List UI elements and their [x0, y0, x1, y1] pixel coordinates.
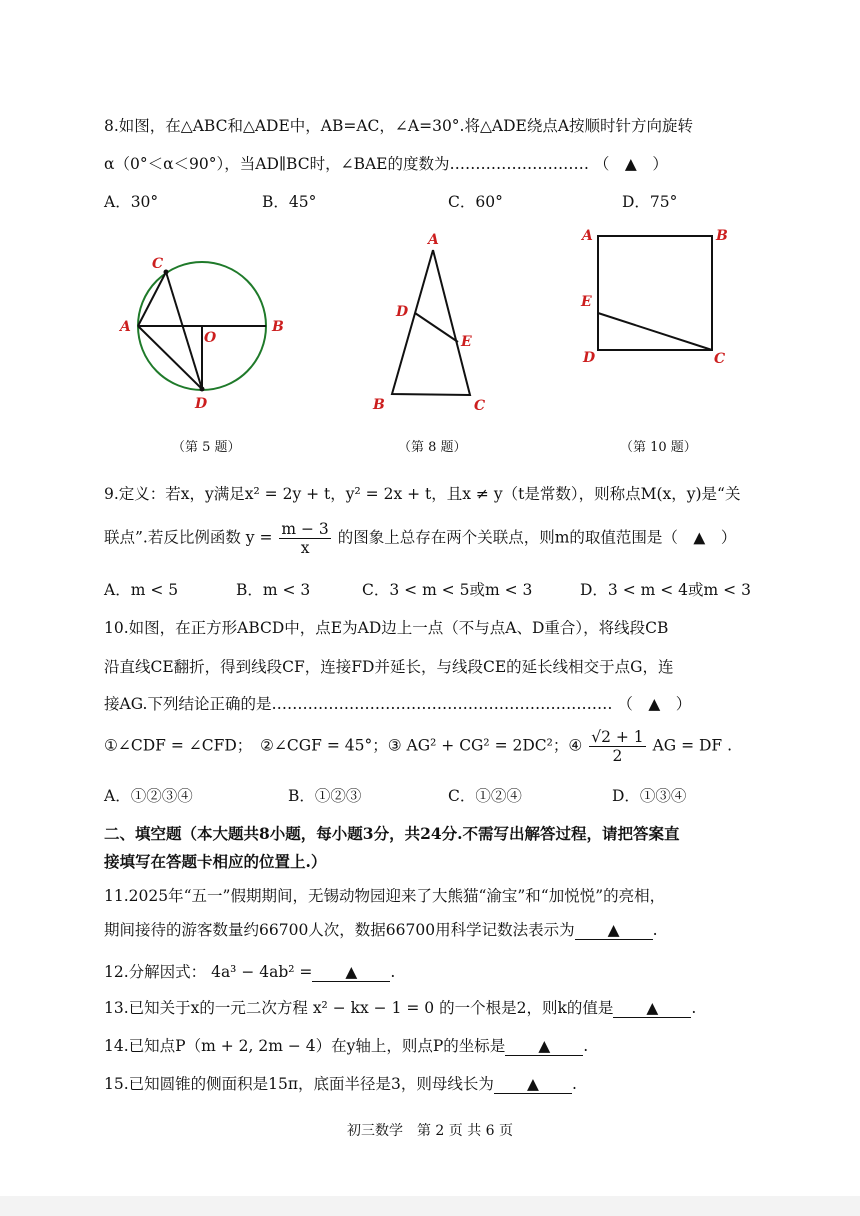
triangle-abc [392, 250, 470, 395]
q10-line2: 沿直线CE翻折，得到线段CF，连接FD并延长，与线段CE的延长线相交于点G，连 [104, 658, 674, 676]
fig10-label-a: A [582, 228, 593, 244]
q10-fraction-denominator: 2 [612, 747, 623, 765]
q11-text: 期间接待的游客数量约66700人次，数据66700用科学记数法表示为 [104, 921, 575, 939]
q13-line [104, 996, 696, 1018]
q9-fraction-numerator: m − 3 [281, 520, 329, 538]
q9-line2-pre: 联点”.若反比例函数 y = [104, 528, 273, 547]
q10-statements-pre: ①∠CDF = ∠CFD； ②∠CGF = 45°；③ AG² + CG² = 2DC²；④ [104, 736, 583, 755]
fig8-label-e: E [461, 334, 472, 350]
fig10-caption: （第 10 题） [620, 440, 697, 455]
q11-end: . [652, 921, 658, 939]
q15-text: 15.已知圆锥的侧面积是15π，底面半径是3，则母线长为 [104, 1075, 494, 1093]
q8-option-d: D．75° [622, 193, 678, 211]
q13-text: 13.已知关于x的一元二次方程 x² − kx − 1 = 0 的一个根是2，则k的值是 [104, 999, 614, 1017]
fig8-label-b: B [373, 397, 385, 413]
q9-option-a: A．m < 5 [104, 581, 179, 599]
q14-text: 14.已知点P（m + 2, 2m − 4）在y轴上，则点P的坐标是 [104, 1037, 506, 1055]
fig5-label-c: C [152, 256, 164, 272]
q12-answer-blank[interactable]: ▲ [312, 963, 390, 982]
q9-line1: 9.定义：若x，y满足x² = 2y + t，y² = 2x + t，且x ≠ y（t是常数），则称点M(x，y)是“关 [104, 485, 741, 503]
page-footer: 初三数学 第 2 页 共 6 页 [346, 1123, 514, 1139]
q10-line3: 接AG.下列结论正确的是………………………………………………………… （ ▲ ） [104, 695, 692, 713]
q9-option-c: C．3 < m < 5或m < 3 [362, 581, 533, 599]
q10-option-c: C．①②④ [448, 787, 522, 805]
fig10-label-e: E [581, 294, 592, 310]
q8-line1: 8.如图，在△ABC和△ADE中，AB=AC，∠A=30°.将△ADE绕点A按顺时针方向旋转 [104, 117, 694, 135]
section2-heading-line1: 二、填空题（本大题共8小题，每小题3分，共24分.不需写出解答过程，请把答案直 [104, 824, 680, 843]
q9-option-b: B．m < 3 [236, 581, 311, 599]
fig8-label-c: C [474, 398, 486, 414]
fig5-caption: （第 5 题） [172, 440, 241, 455]
fig8-caption: （第 8 题） [398, 440, 467, 455]
q11-line1: 11.2025年“五一”假期期间，无锡动物园迎来了大熊猫“渝宝”和“加悦悦”的亮相， [104, 887, 666, 905]
fig10-label-d: D [583, 350, 596, 366]
q11-line2 [104, 918, 658, 940]
q8-option-c: C．60° [448, 193, 503, 211]
q14-end: . [583, 1037, 589, 1055]
q9-line2 [104, 520, 736, 557]
fig5-label-o: O [204, 330, 217, 346]
figure-5-circle-diagram [118, 256, 284, 412]
fig8-label-a: A [428, 232, 439, 248]
q9-fraction-denominator: x [300, 539, 310, 557]
q10-option-b: B．①②③ [288, 787, 362, 805]
q8-option-b: B．45° [262, 193, 317, 211]
square-abcd [598, 236, 712, 350]
q15-line [104, 1072, 577, 1094]
q15-end: . [571, 1075, 577, 1093]
q10-line1: 10.如图，在正方形ABCD中，点E为AD边上一点（不与点A、D重合），将线段CB [104, 619, 669, 637]
fig10-label-c: C [714, 351, 726, 367]
q10-fraction [589, 728, 645, 765]
q14-line [104, 1034, 588, 1056]
q15-answer-blank[interactable]: ▲ [494, 1075, 572, 1094]
fig8-label-d: D [396, 304, 409, 320]
q13-answer-blank[interactable]: ▲ [613, 999, 691, 1018]
figure-8-triangle-diagram [372, 232, 485, 414]
bottom-bar [0, 1196, 860, 1216]
q14-answer-blank[interactable]: ▲ [505, 1037, 583, 1056]
figure-10-square-diagram [580, 228, 728, 367]
q9-option-d: D．3 < m < 4或m < 3 [580, 581, 751, 599]
segment-ec [598, 313, 712, 350]
q8-line2: α（0°＜α＜90°），当AD∥BC时，∠BAE的度数为……………………… （ ▲ ） [104, 155, 668, 173]
q10-fraction-numerator: √2 + 1 [591, 728, 644, 746]
q12-end: . [390, 963, 396, 981]
fig5-label-d: D [195, 396, 208, 412]
chord-ca [138, 272, 166, 326]
fig5-label-b: B [272, 319, 284, 335]
q12-text: 12.分解因式： 4a³ − 4ab² = [104, 963, 313, 981]
fig10-label-b: B [716, 228, 728, 244]
q10-option-d: D．①③④ [612, 787, 687, 805]
fig5-label-a: A [120, 319, 131, 335]
q9-line2-post: 的图象上总存在两个关联点，则m的取值范围是（ ▲ ） [337, 528, 737, 547]
q11-answer-blank[interactable]: ▲ [575, 921, 653, 940]
q13-end: . [691, 999, 697, 1017]
q8-option-a: A．30° [104, 193, 159, 211]
q10-option-a: A．①②③④ [104, 787, 193, 805]
q10-statements [104, 728, 732, 765]
section2-heading-line2: 接填写在答题卡相应的位置上.） [104, 852, 327, 871]
q10-statements-post: AG = DF . [652, 736, 733, 755]
q9-fraction [279, 520, 330, 557]
figures [0, 0, 860, 470]
segment-de [415, 313, 458, 342]
q12-line [104, 960, 395, 982]
